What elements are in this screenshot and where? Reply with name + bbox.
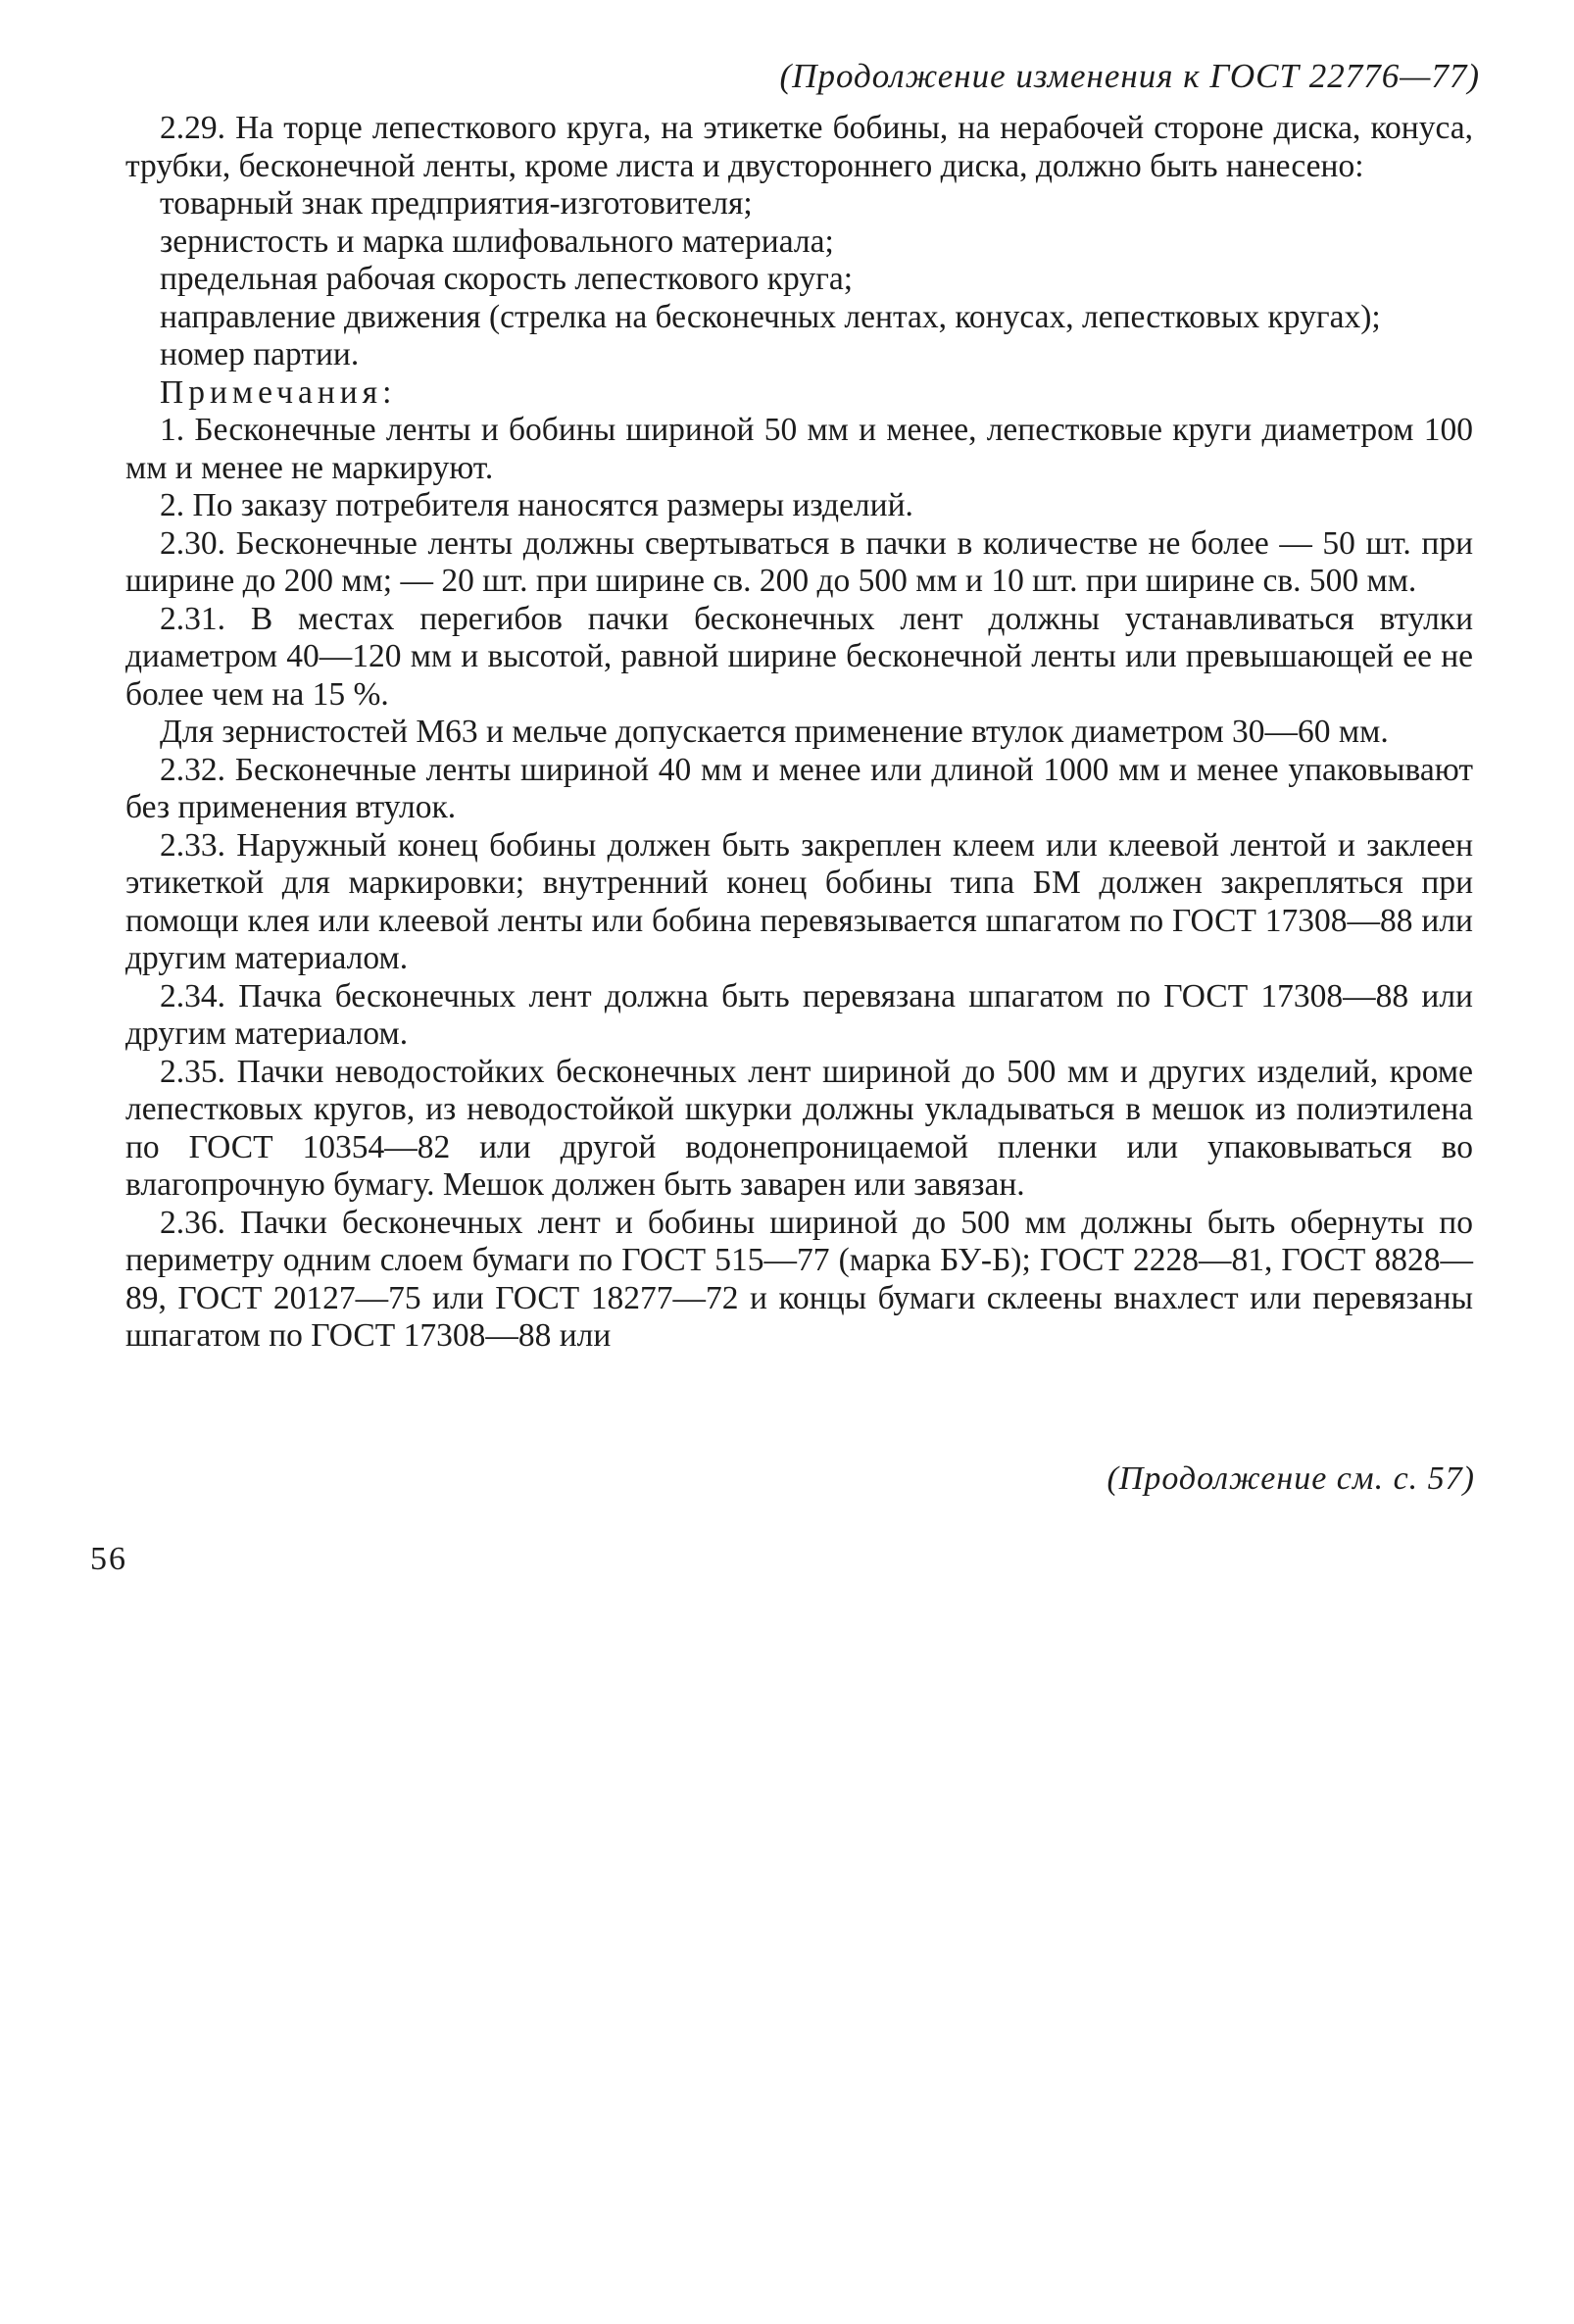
note-1: 1. Бесконечные ленты и бобины шириной 50 мм и менее, лепестковые круги диаметром 100 мм и менее не маркируют. [125,412,1473,486]
notes-heading: Примечания: [160,373,397,411]
page-number: 56 [90,1541,127,1577]
paragraph-2-36: 2.36. Пачки бесконечных лент и бобины шириной до 500 мм должны быть обернуты по периметру одним слоем бумаги по ГОСТ 515—77 (марка БУ-Б); ГОСТ 2228—81, ГОСТ 8828—89, ГОСТ 20127—75 или ГОСТ 18277—72 и концы бумаги склеены внахлест или перевязаны шпагатом по ГОСТ 17308—88 или [125,1204,1473,1354]
paragraph-2-33: 2.33. Наружный конец бобины должен быть закреплен клеем или клеевой лентой и заклеен этикеткой для маркировки; внутренний конец бобины типа БМ должен закрепляться при помощи клея или клеевой ленты или бобина перевязывается шпагатом по ГОСТ 17308—88 или другим материалом. [125,826,1473,976]
paragraph-2-35: 2.35. Пачки неводостойких бесконечных лент шириной до 500 мм и других изделий, кроме лепестковых кругов, из неводостойкой шкурки должны укладываться в мешок из полиэтилена по ГОСТ 10354—82 или другой водонепроницаемой пленки или упаковываться во влагопрочную бумагу. Мешок должен быть заварен или завязан. [125,1053,1473,1203]
document-body [125,110,1473,1356]
list-item-speed: предельная рабочая скорость лепесткового круга; [160,261,854,297]
paragraph-2-32: 2.32. Бесконечные ленты шириной 40 мм и менее или длиной 1000 мм и менее упаковывают без применения втулок. [125,751,1473,825]
list-item-trademark: товарный знак предприятия-изготовителя; [160,185,753,222]
list-item-direction: направление движения (стрелка на бесконечных лентах, конусах, лепестковых кругах); [160,298,1381,335]
note-2: 2. По заказу потребителя наносятся размеры изделий. [160,487,913,523]
paragraph-grain-m63: Для зернистостей М63 и мельче допускается применение втулок диаметром 30—60 мм. [160,714,1389,750]
paragraph-2-34: 2.34. Пачка бесконечных лент должна быть перевязана шпагатом по ГОСТ 17308—88 или другим материалом. [125,977,1473,1052]
paragraph-2-29: 2.29. На торце лепесткового круга, на этикетке бобины, на нерабочей стороне диска, конуса, трубки, бесконечной ленты, кроме листа и двустороннего диска, должно быть нанесено: [125,110,1473,184]
list-item-grain: зернистость и марка шлифовального материала; [160,223,834,260]
running-header: (Продолжение изменения к ГОСТ 22776—77) [779,57,1480,95]
list-item-batch: номер партии. [160,336,360,372]
continuation-note: (Продолжение см. с. 57) [1107,1460,1475,1497]
paragraph-2-31: 2.31. В местах перегибов пачки бесконечных лент должны устанавливаться втулки диаметром 40—120 мм и высотой, равной ширине бесконечной ленты или превышающей ее не более чем на 15 %. [125,600,1473,713]
paragraph-2-30: 2.30. Бесконечные ленты должны свертываться в пачки в количестве не более — 50 шт. при ширине до 200 мм; — 20 шт. при ширине св. 200 до 500 мм и 10 шт. при ширине св. 500 мм. [125,524,1473,599]
